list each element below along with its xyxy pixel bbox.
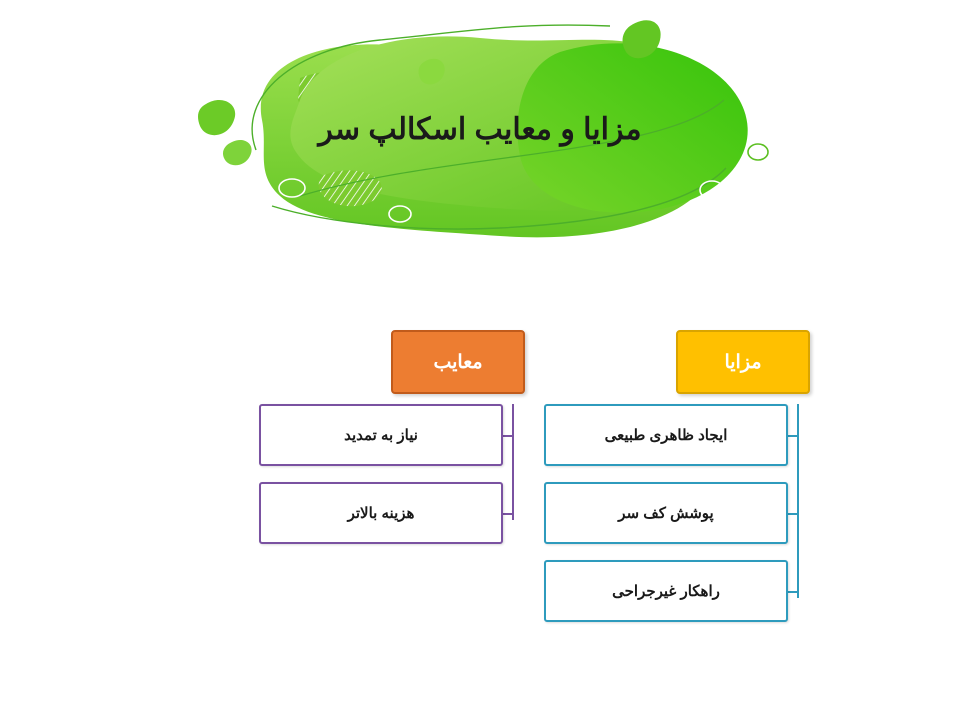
branch-head-advantages-label: مزایا — [724, 351, 762, 373]
branch-disadvantages-items — [255, 404, 525, 544]
list-item[interactable] — [544, 560, 788, 622]
branch-advantages-items — [540, 404, 810, 622]
header-banner — [0, 0, 960, 270]
connector-trunk-advantages — [797, 404, 799, 598]
list-item-label: پوشش کف سر — [618, 505, 714, 522]
branch-head-disadvantages-label: معایب — [433, 351, 483, 373]
connector-elbow-disadvantages-2 — [503, 513, 514, 515]
list-item[interactable] — [544, 404, 788, 466]
list-item[interactable] — [259, 404, 503, 466]
branch-advantages — [540, 330, 810, 638]
list-item[interactable] — [259, 482, 503, 544]
list-item-label: هزینه بالاتر — [347, 505, 415, 522]
connector-trunk-disadvantages — [512, 404, 514, 520]
connector-elbow-advantages-1 — [788, 435, 799, 437]
list-item-label: ایجاد ظاهری طبیعی — [604, 427, 728, 444]
list-item-label: راهکار غیرجراحی — [612, 583, 720, 600]
connector-elbow-advantages-3 — [788, 591, 799, 593]
page-title: مزایا و معایب اسکالپ سر — [318, 113, 642, 146]
connector-elbow-advantages-2 — [788, 513, 799, 515]
advantages-disadvantages-diagram — [0, 330, 960, 690]
connector-elbow-disadvantages-1 — [503, 435, 514, 437]
list-item-label: نیاز به تمدید — [344, 427, 418, 444]
branch-head-advantages[interactable] — [676, 330, 810, 394]
branch-disadvantages — [255, 330, 525, 560]
branch-head-disadvantages[interactable] — [391, 330, 525, 394]
list-item[interactable] — [544, 482, 788, 544]
